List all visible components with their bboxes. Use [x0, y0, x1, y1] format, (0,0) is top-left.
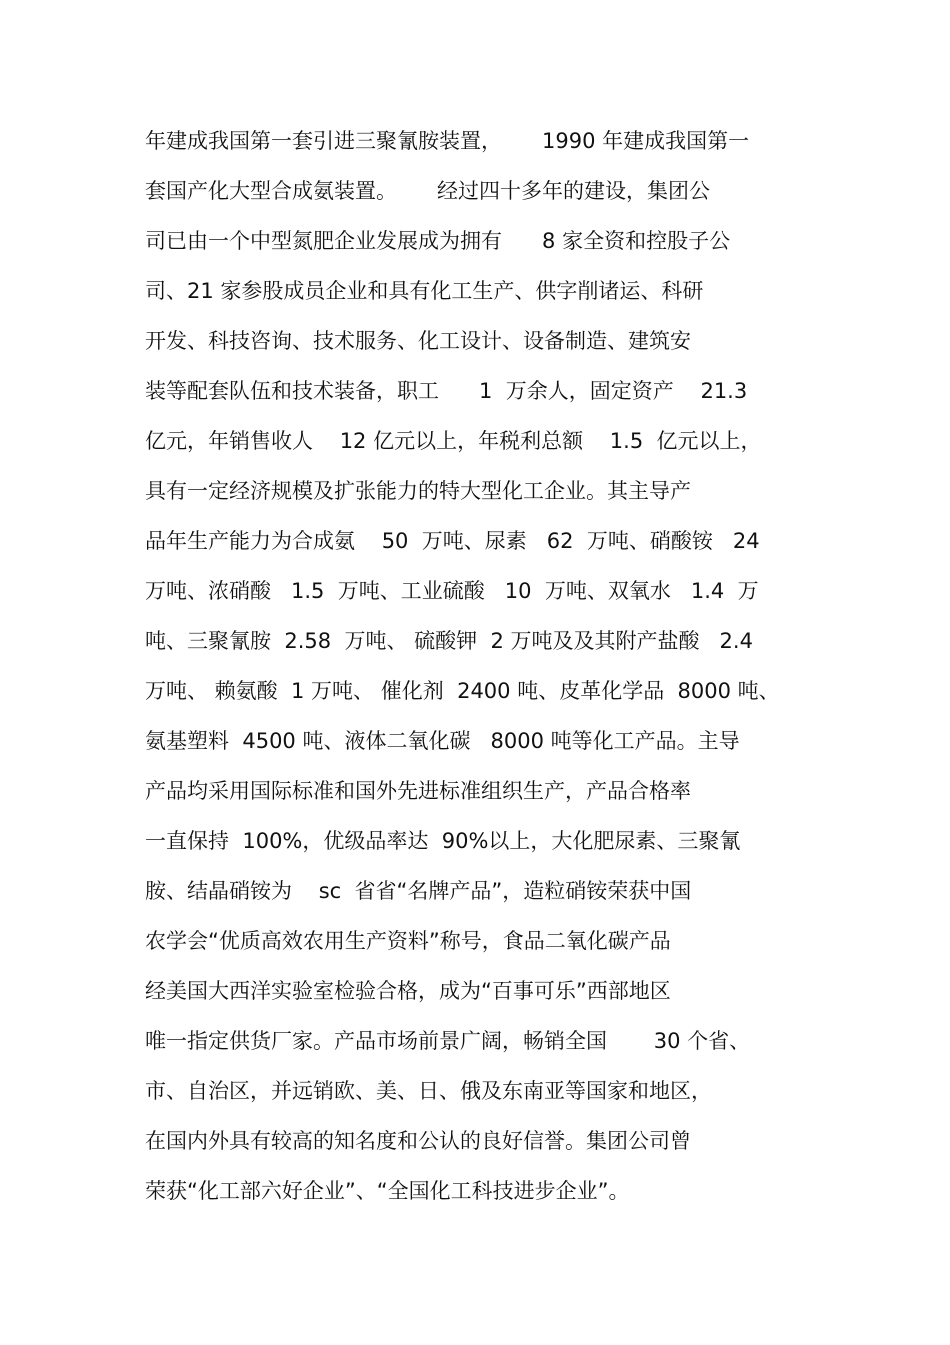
text-line: 在国内外具有较高的知名度和公认的良好信誉。集团公司曾 — [145, 1129, 691, 1153]
text-line: 万吨、浓硝酸 1.5 万吨、工业硫酸 10 万吨、双氧水 1.4 万 — [145, 579, 759, 603]
text-line: 胺、结晶硝铵为 sc 省省“名牌产品”，造粒硝铵荣获中国 — [145, 879, 692, 903]
text-line: 司、21 家参股成员企业和具有化工生产、供字削诸运、科研 — [145, 279, 704, 303]
text-line: 荣获“化工部六好企业”、“全国化工科技进步企业”。 — [145, 1179, 630, 1203]
text-line: 农学会“优质高效农用生产资料”称号，食品二氧化碳产品 — [145, 929, 671, 953]
text-line: 装等配套队伍和技术装备，职工 1 万余人，固定资产 21.3 — [145, 379, 748, 403]
body-paragraph — [145, 122, 825, 1222]
text-line: 唯一指定供货厂家。产品市场前景广阔，畅销全国 30 个省、 — [145, 1029, 751, 1053]
text-line: 吨、三聚氰胺 2.58 万吨、 硫酸钾 2 万吨及及其附产盐酸 2.4 — [145, 629, 753, 653]
text-line: 年建成我国第一套引进三聚氰胺装置， 1990 年建成我国第一 — [145, 129, 750, 153]
text-line: 万吨、 赖氨酸 1 万吨、 催化剂 2400 吨、皮革化学品 8000 吨、 — [145, 679, 780, 703]
text-line: 产品均采用国际标准和国外先进标准组织生产，产品合格率 — [145, 779, 691, 803]
text-line: 品年生产能力为合成氨 50 万吨、尿素 62 万吨、硝酸铵 24 — [145, 529, 760, 553]
text-line: 亿元，年销售收人 12 亿元以上，年税利总额 1.5 亿元以上， — [145, 429, 762, 453]
text-line: 经美国大西洋实验室检验合格，成为“百事可乐”西部地区 — [145, 979, 671, 1003]
text-line: 市、自治区，并远销欧、美、日、俄及东南亚等国家和地区， — [145, 1079, 712, 1103]
text-line: 一直保持 100%，优级品率达 90%以上，大化肥尿素、三聚氰 — [145, 829, 741, 853]
text-line: 套国产化大型合成氨装置。 经过四十多年的建设，集团公 — [145, 179, 711, 203]
text-line: 开发、科技咨询、技术服务、化工设计、设备制造、建筑安 — [145, 329, 691, 353]
text-line: 司已由一个中型氮肥企业发展成为拥有 8 家全资和控股子公 — [145, 229, 731, 253]
text-line: 具有一定经济规模及扩张能力的特大型化工企业。其主导产 — [145, 479, 691, 503]
text-line: 氨基塑料 4500 吨、液体二氧化碳 8000 吨等化工产品。主导 — [145, 729, 740, 753]
